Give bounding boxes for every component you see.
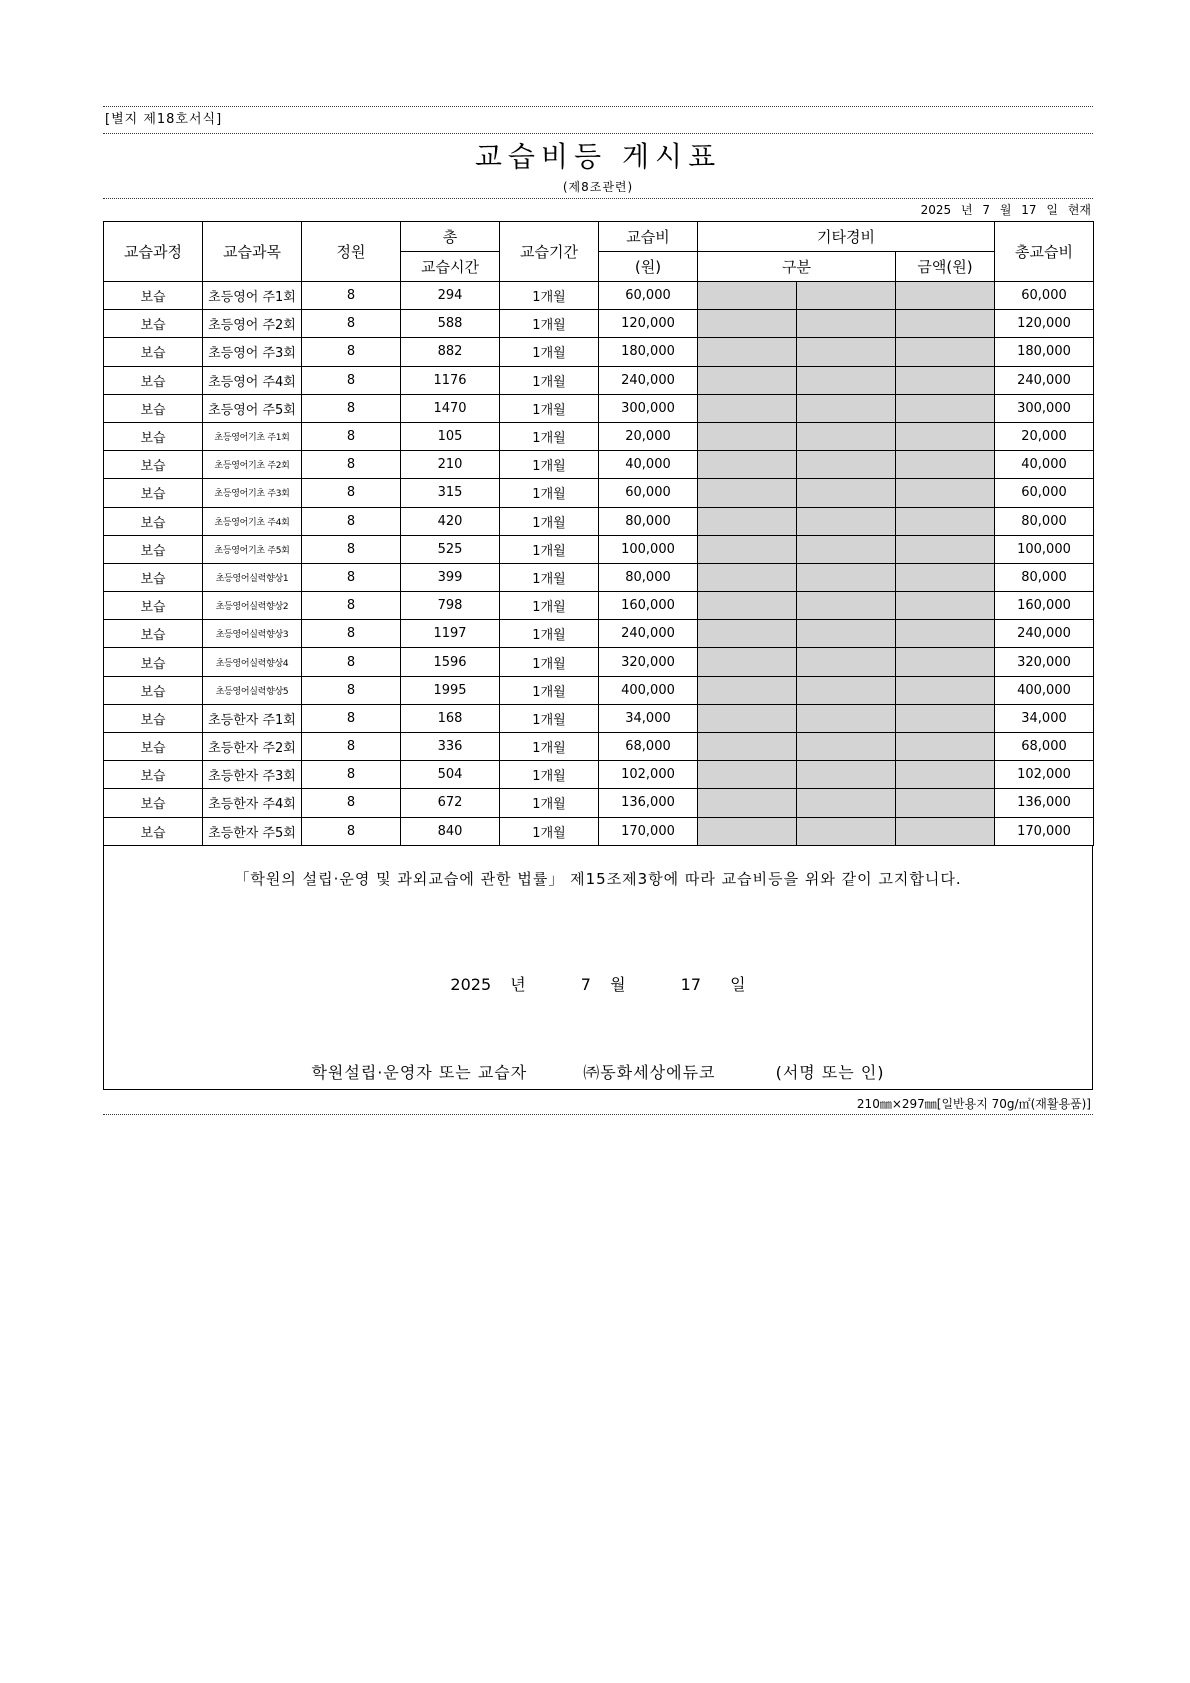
header-fee-top: 교습비	[599, 222, 698, 252]
hours-cell: 420	[401, 507, 500, 535]
header-other-expenses: 기타경비	[698, 222, 995, 252]
period-cell: 1개월	[500, 507, 599, 535]
other-type-cell	[698, 592, 797, 620]
capacity-cell: 8	[302, 789, 401, 817]
other-type-cell	[698, 789, 797, 817]
total-fee-cell: 34,000	[995, 704, 1094, 732]
total-fee-cell: 136,000	[995, 789, 1094, 817]
as-of-year-unit: 년	[960, 203, 973, 217]
capacity-cell: 8	[302, 620, 401, 648]
capacity-cell: 8	[302, 310, 401, 338]
period-cell: 1개월	[500, 338, 599, 366]
hours-cell: 504	[401, 761, 500, 789]
capacity-cell: 8	[302, 733, 401, 761]
period-cell: 1개월	[500, 394, 599, 422]
other-type-cell	[797, 338, 896, 366]
other-amount-cell	[896, 310, 995, 338]
hours-cell: 882	[401, 338, 500, 366]
capacity-cell: 8	[302, 817, 401, 845]
total-fee-cell: 80,000	[995, 563, 1094, 591]
table-row	[104, 648, 1094, 676]
notice-date	[104, 972, 1092, 995]
course-cell: 보습	[104, 592, 203, 620]
fee-cell: 100,000	[599, 535, 698, 563]
course-cell: 보습	[104, 451, 203, 479]
fee-table	[103, 221, 1094, 846]
header-period: 교습기간	[500, 222, 599, 282]
other-type-cell	[797, 394, 896, 422]
capacity-cell: 8	[302, 592, 401, 620]
other-type-cell	[797, 817, 896, 845]
capacity-cell: 8	[302, 479, 401, 507]
hours-cell: 672	[401, 789, 500, 817]
capacity-cell: 8	[302, 338, 401, 366]
total-fee-cell: 320,000	[995, 648, 1094, 676]
table-row	[104, 507, 1094, 535]
table-row	[104, 338, 1094, 366]
table-row	[104, 563, 1094, 591]
table-row	[104, 310, 1094, 338]
other-type-cell	[698, 563, 797, 591]
notice-year: 2025	[450, 974, 492, 994]
total-fee-cell: 240,000	[995, 366, 1094, 394]
period-cell: 1개월	[500, 789, 599, 817]
table-row	[104, 733, 1094, 761]
other-amount-cell	[896, 422, 995, 450]
other-type-cell	[698, 479, 797, 507]
total-fee-cell: 400,000	[995, 676, 1094, 704]
course-cell: 보습	[104, 422, 203, 450]
capacity-cell: 8	[302, 704, 401, 732]
subject-cell: 초등영어실력향상3	[203, 620, 302, 648]
as-of-month-unit: 월	[999, 203, 1012, 217]
total-fee-cell: 120,000	[995, 310, 1094, 338]
as-of-day: 17	[1021, 203, 1037, 217]
notice-day: 17	[680, 974, 701, 994]
other-type-cell	[797, 535, 896, 563]
capacity-cell: 8	[302, 761, 401, 789]
other-amount-cell	[896, 507, 995, 535]
course-cell: 보습	[104, 676, 203, 704]
total-fee-cell: 102,000	[995, 761, 1094, 789]
period-cell: 1개월	[500, 479, 599, 507]
document-title: 교습비등 게시표	[474, 140, 722, 173]
other-type-cell	[698, 282, 797, 310]
subject-cell: 초등영어 주4회	[203, 366, 302, 394]
table-row	[104, 789, 1094, 817]
fee-cell: 180,000	[599, 338, 698, 366]
hours-cell: 294	[401, 282, 500, 310]
notice-month-unit: 월	[610, 974, 626, 994]
other-type-cell	[698, 535, 797, 563]
other-type-cell	[797, 479, 896, 507]
table-row	[104, 366, 1094, 394]
period-cell: 1개월	[500, 733, 599, 761]
table-row	[104, 479, 1094, 507]
period-cell: 1개월	[500, 535, 599, 563]
capacity-cell: 8	[302, 366, 401, 394]
subject-cell: 초등영어실력향상2	[203, 592, 302, 620]
course-cell: 보습	[104, 733, 203, 761]
fee-cell: 102,000	[599, 761, 698, 789]
total-fee-cell: 100,000	[995, 535, 1094, 563]
other-amount-cell	[896, 789, 995, 817]
hours-cell: 399	[401, 563, 500, 591]
fee-cell: 120,000	[599, 310, 698, 338]
fee-cell: 320,000	[599, 648, 698, 676]
hours-cell: 336	[401, 733, 500, 761]
course-cell: 보습	[104, 620, 203, 648]
subject-cell: 초등영어실력향상1	[203, 563, 302, 591]
other-type-cell	[797, 310, 896, 338]
fee-cell: 20,000	[599, 422, 698, 450]
signer-label: 학원설립·운영자 또는 교습자	[311, 1062, 528, 1082]
other-amount-cell	[896, 451, 995, 479]
table-row	[104, 451, 1094, 479]
total-fee-cell: 160,000	[995, 592, 1094, 620]
table-row	[104, 535, 1094, 563]
other-amount-cell	[896, 733, 995, 761]
course-cell: 보습	[104, 761, 203, 789]
hours-cell: 588	[401, 310, 500, 338]
header-total-hours-bottom: 교습시간	[401, 252, 500, 282]
other-type-cell	[698, 620, 797, 648]
total-fee-cell: 60,000	[995, 282, 1094, 310]
fee-cell: 240,000	[599, 366, 698, 394]
period-cell: 1개월	[500, 761, 599, 789]
hours-cell: 840	[401, 817, 500, 845]
other-type-cell	[797, 282, 896, 310]
hours-cell: 1596	[401, 648, 500, 676]
notice-box	[103, 846, 1093, 1090]
fee-cell: 34,000	[599, 704, 698, 732]
other-type-cell	[698, 817, 797, 845]
capacity-cell: 8	[302, 507, 401, 535]
other-amount-cell	[896, 592, 995, 620]
course-cell: 보습	[104, 338, 203, 366]
course-cell: 보습	[104, 310, 203, 338]
as-of-suffix: 현재	[1067, 203, 1091, 217]
other-type-cell	[797, 422, 896, 450]
notice-signature-line	[104, 1060, 1092, 1083]
period-cell: 1개월	[500, 310, 599, 338]
fee-cell: 80,000	[599, 507, 698, 535]
header-course: 교습과정	[104, 222, 203, 282]
fee-table-body	[104, 282, 1094, 846]
period-cell: 1개월	[500, 704, 599, 732]
subject-cell: 초등영어기초 주2회	[203, 451, 302, 479]
capacity-cell: 8	[302, 648, 401, 676]
notice-month: 7	[580, 974, 591, 994]
hours-cell: 210	[401, 451, 500, 479]
other-type-cell	[797, 563, 896, 591]
hours-cell: 1176	[401, 366, 500, 394]
other-type-cell	[698, 422, 797, 450]
subject-cell: 초등한자 주2회	[203, 733, 302, 761]
capacity-cell: 8	[302, 563, 401, 591]
course-cell: 보습	[104, 507, 203, 535]
subject-cell: 초등영어기초 주3회	[203, 479, 302, 507]
total-fee-cell: 300,000	[995, 394, 1094, 422]
period-cell: 1개월	[500, 620, 599, 648]
other-amount-cell	[896, 648, 995, 676]
total-fee-cell: 240,000	[995, 620, 1094, 648]
header-capacity: 정원	[302, 222, 401, 282]
hours-cell: 1197	[401, 620, 500, 648]
capacity-cell: 8	[302, 282, 401, 310]
table-row	[104, 817, 1094, 845]
subject-cell: 초등영어기초 주1회	[203, 422, 302, 450]
period-cell: 1개월	[500, 563, 599, 591]
table-row	[104, 422, 1094, 450]
course-cell: 보습	[104, 789, 203, 817]
fee-cell: 80,000	[599, 563, 698, 591]
other-type-cell	[698, 507, 797, 535]
other-type-cell	[698, 366, 797, 394]
other-type-cell	[698, 310, 797, 338]
other-amount-cell	[896, 704, 995, 732]
document-subtitle: (제8조관련)	[562, 180, 634, 194]
hours-cell: 315	[401, 479, 500, 507]
table-row	[104, 592, 1094, 620]
notice-day-unit: 일	[730, 974, 746, 994]
total-fee-cell: 40,000	[995, 451, 1094, 479]
signature-note: (서명 또는 인)	[775, 1062, 885, 1082]
total-fee-cell: 170,000	[995, 817, 1094, 845]
period-cell: 1개월	[500, 282, 599, 310]
fee-cell: 400,000	[599, 676, 698, 704]
hours-cell: 525	[401, 535, 500, 563]
other-amount-cell	[896, 676, 995, 704]
total-fee-cell: 80,000	[995, 507, 1094, 535]
other-amount-cell	[896, 535, 995, 563]
other-amount-cell	[896, 394, 995, 422]
total-fee-cell: 68,000	[995, 733, 1094, 761]
hours-cell: 798	[401, 592, 500, 620]
total-fee-cell: 60,000	[995, 479, 1094, 507]
period-cell: 1개월	[500, 451, 599, 479]
hours-cell: 105	[401, 422, 500, 450]
subject-cell: 초등영어기초 주5회	[203, 535, 302, 563]
capacity-cell: 8	[302, 535, 401, 563]
table-row	[104, 394, 1094, 422]
other-amount-cell	[896, 282, 995, 310]
other-amount-cell	[896, 366, 995, 394]
other-amount-cell	[896, 761, 995, 789]
form-number: [별지 제18호서식]	[105, 112, 223, 127]
other-type-cell	[797, 366, 896, 394]
notice-text: 「학원의 설립·운영 및 과외교습에 관한 법률」 제15조제3항에 따라 교습비등을 위와 같이 고지합니다.	[234, 869, 962, 888]
other-type-cell	[698, 648, 797, 676]
subject-cell: 초등영어 주5회	[203, 394, 302, 422]
subject-cell: 초등영어기초 주4회	[203, 507, 302, 535]
table-row	[104, 282, 1094, 310]
period-cell: 1개월	[500, 592, 599, 620]
course-cell: 보습	[104, 535, 203, 563]
capacity-cell: 8	[302, 451, 401, 479]
course-cell: 보습	[104, 366, 203, 394]
total-fee-cell: 20,000	[995, 422, 1094, 450]
header-subject: 교습과목	[203, 222, 302, 282]
other-amount-cell	[896, 817, 995, 845]
table-row	[104, 676, 1094, 704]
table-row	[104, 620, 1094, 648]
course-cell: 보습	[104, 282, 203, 310]
other-type-cell	[797, 451, 896, 479]
bottom-divider	[103, 1114, 1093, 1115]
subject-cell: 초등영어 주3회	[203, 338, 302, 366]
hours-cell: 168	[401, 704, 500, 732]
subject-cell: 초등한자 주3회	[203, 761, 302, 789]
as-of-year: 2025	[920, 203, 952, 217]
other-type-cell	[797, 592, 896, 620]
period-cell: 1개월	[500, 648, 599, 676]
header-other-amount: 금액(원)	[896, 252, 995, 282]
header-fee-bottom: (원)	[599, 252, 698, 282]
hours-cell: 1995	[401, 676, 500, 704]
other-type-cell	[797, 676, 896, 704]
subject-cell: 초등한자 주1회	[203, 704, 302, 732]
other-type-cell	[698, 761, 797, 789]
other-type-cell	[797, 761, 896, 789]
fee-cell: 240,000	[599, 620, 698, 648]
period-cell: 1개월	[500, 817, 599, 845]
header-total-hours-top: 총	[401, 222, 500, 252]
subject-cell: 초등한자 주4회	[203, 789, 302, 817]
fee-cell: 40,000	[599, 451, 698, 479]
other-type-cell	[698, 676, 797, 704]
subject-cell: 초등영어 주2회	[203, 310, 302, 338]
document-page	[103, 106, 1093, 1115]
fee-cell: 60,000	[599, 282, 698, 310]
other-type-cell	[698, 733, 797, 761]
other-type-cell	[698, 394, 797, 422]
course-cell: 보습	[104, 704, 203, 732]
course-cell: 보습	[104, 648, 203, 676]
fee-cell: 300,000	[599, 394, 698, 422]
subject-cell: 초등한자 주5회	[203, 817, 302, 845]
hours-cell: 1470	[401, 394, 500, 422]
as-of-month: 7	[982, 203, 991, 217]
course-cell: 보습	[104, 394, 203, 422]
other-type-cell	[797, 704, 896, 732]
period-cell: 1개월	[500, 676, 599, 704]
company-name: ㈜동화세상에듀코	[583, 1062, 716, 1082]
notice-year-unit: 년	[510, 974, 526, 994]
course-cell: 보습	[104, 563, 203, 591]
total-fee-cell: 180,000	[995, 338, 1094, 366]
other-type-cell	[797, 733, 896, 761]
fee-cell: 136,000	[599, 789, 698, 817]
header-total-fee: 총교습비	[995, 222, 1094, 282]
other-type-cell	[698, 338, 797, 366]
other-type-cell	[797, 789, 896, 817]
other-amount-cell	[896, 479, 995, 507]
other-amount-cell	[896, 620, 995, 648]
period-cell: 1개월	[500, 366, 599, 394]
capacity-cell: 8	[302, 676, 401, 704]
header-divider	[103, 133, 1093, 134]
other-type-cell	[797, 620, 896, 648]
fee-cell: 170,000	[599, 817, 698, 845]
as-of-day-unit: 일	[1046, 203, 1058, 217]
fee-cell: 60,000	[599, 479, 698, 507]
period-cell: 1개월	[500, 422, 599, 450]
other-amount-cell	[896, 338, 995, 366]
capacity-cell: 8	[302, 422, 401, 450]
other-type-cell	[797, 648, 896, 676]
fee-cell: 68,000	[599, 733, 698, 761]
as-of-date	[103, 199, 1093, 221]
subject-cell: 초등영어실력향상5	[203, 676, 302, 704]
table-row	[104, 761, 1094, 789]
other-amount-cell	[896, 563, 995, 591]
subject-cell: 초등영어 주1회	[203, 282, 302, 310]
paper-spec: 210㎜×297㎜[일반용지 70g/㎡(재활용품)]	[856, 1096, 1091, 1111]
header-other-type: 구분	[698, 252, 896, 282]
course-cell: 보습	[104, 817, 203, 845]
table-row	[104, 704, 1094, 732]
capacity-cell: 8	[302, 394, 401, 422]
other-type-cell	[698, 704, 797, 732]
course-cell: 보습	[104, 479, 203, 507]
other-type-cell	[698, 451, 797, 479]
other-type-cell	[797, 507, 896, 535]
subject-cell: 초등영어실력향상4	[203, 648, 302, 676]
fee-cell: 160,000	[599, 592, 698, 620]
